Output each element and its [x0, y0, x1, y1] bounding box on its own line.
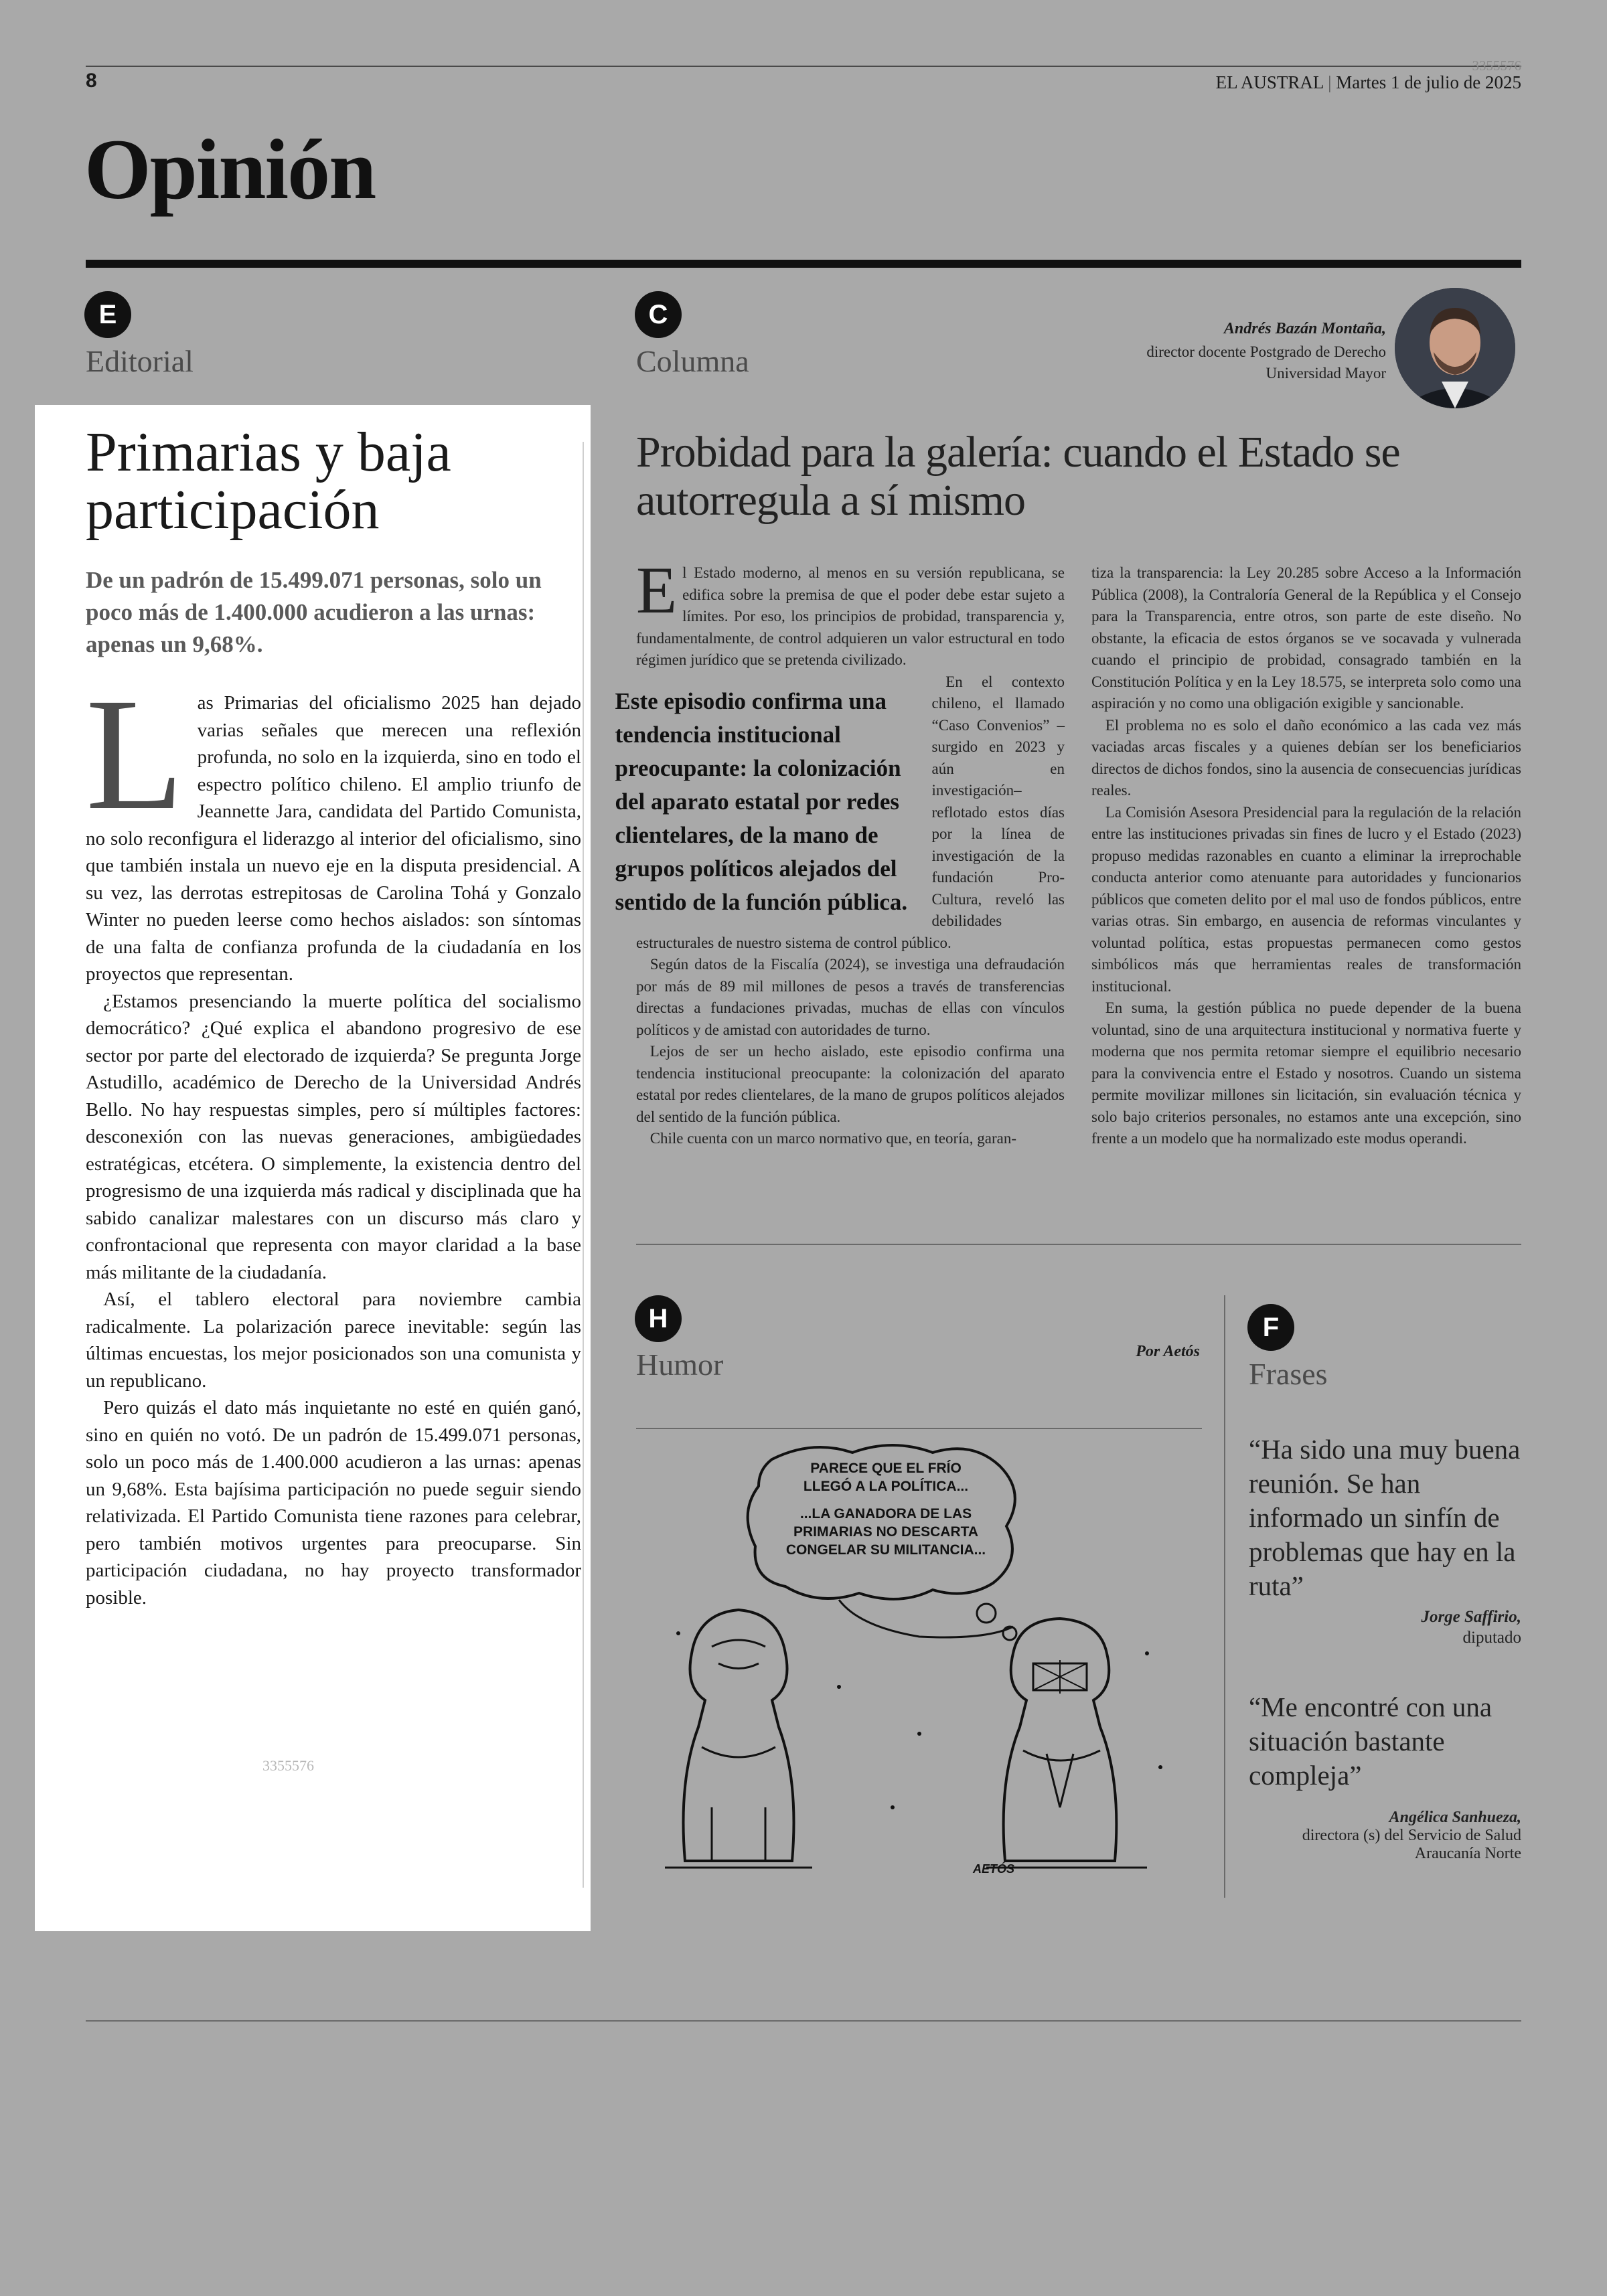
editorial-paragraph: as Primarias del oficialismo 2025 han dejado varias señales que merecen una reflexión profunda, no solo en la izquierda, sino en todo el espectro político chileno. El amplio triunfo de Jeannette Jara, candidata del Partido Comunista, no solo reconfigura el liderazgo al interior del oficialismo, sino que también instala un nuevo eje en la disputa presidencial. A su vez, las derrotas estrepitosas de Carolina Tohá y Gonzalo Winter no pueden leerse como hechos aislados: son síntomas de una falta de confianza profunda de la ciudadanía en los proyectos que representan. [86, 692, 581, 985]
column-pullquote: Este episodio confirma una tendencia institucional preocupante: la colonización del aparato estatal por redes clientelares, de la mano de grupos políticos alejados del sentido de la función pública. [615, 687, 908, 915]
cartoon-speech-1: PARECE QUE EL FRÍO LLEGÓ A LA POLÍTICA... [803, 1461, 969, 1494]
column-dropcap: E [636, 553, 678, 627]
frases-quote-2: “Me encontré con una situación bastante compleja” [1249, 1692, 1493, 1791]
column-author-role: director docente Postgrado de Derecho Universidad Mayor [1146, 343, 1386, 382]
cartoon-drawing-icon [638, 1432, 1201, 1901]
column-paragraph: En suma, la gestión pública no puede depender de la buena voluntad, sino de una arquitectura institucional y normativa fuerte y moderna que nos permita retomar siempre el equilibrio necesario para la convivencia entre el Estado y nosotros. Cuando un sistema permite movilizar millones sin licitación, sin evaluación técnica y solo bajo criterios personales, no estamos ante una excepción, sino frente a un modelo que ha normalizado este modus operandi. [1091, 999, 1521, 1147]
frases-label: Frases [1249, 1357, 1328, 1391]
page-number: 8 [86, 70, 97, 92]
column-paragraph: El problema no es solo el daño económico a las cada vez más vaciadas arcas fiscales y a quienes debían ser los beneficiarios directos de dichos fondos, sino la ausencia de consecuencias jurídicas reales. [1091, 716, 1521, 799]
column-author-name: Andrés Bazán Montaña, [1223, 320, 1386, 337]
column-paragraph: l Estado moderno, al menos en su versión republicana, se edifica sobre la premisa de que el poder debe estar sujeto a límites. Por eso, los principios de probidad, transparencia y, fundamentalmente, de control adquieren un valor estructural en todo régimen jurídico que se pretenda civilizado. [636, 564, 1065, 668]
column-bottom-rule [636, 1244, 1521, 1245]
editorial-headline: Primarias y baja participación [86, 421, 451, 541]
column-paragraph: Lejos de ser un hecho aislado, este episodio confirma una tendencia institucional preocupante: la colonización del aparato estatal por redes clientelares, de la mano de grupos políticos alejados del sentido de la función pública. [636, 1043, 1065, 1125]
header-rule [86, 66, 1521, 67]
humor-frases-divider [1224, 1295, 1225, 1898]
editorial-paragraph: ¿Estamos presenciando la muerte política del socialismo democrático? ¿Qué explica el abandono progresivo de ese sector por parte del electorado de izquierda? Se pregunta Jorge Astudillo, académico de Derecho de la Universidad Andrés Bello. No hay respuestas simples, pero sí múltiples factores: desconexión con las nuevas generaciones, ambigüedades estratégicas, etcétera. O simplemente, la existencia dentro del progresismo de una izquierda más radical y disciplinada que ha sabido canalizar malestares con un discurso más claro y confrontacional que representa con mayor claridad a la base más militante de la ciudadanía. [86, 990, 581, 1283]
editorial-label: Editorial [86, 344, 194, 378]
column-paragraph: Chile cuenta con un marco normativo que, en teoría, garan- [649, 1130, 1017, 1147]
frases-cite-1 [1249, 1607, 1521, 1648]
editorial-lead: De un padrón de 15.499.071 personas, solo un poco más de 1.400.000 acudieron a las urnas: apenas un 9,68%. [86, 567, 542, 657]
frases-badge: F [1247, 1304, 1294, 1351]
column-paragraph: Según datos de la Fiscalía (2024), se investiga una defraudación por más de 89 mil millones de pesos a través de transferencias directas a fundaciones privadas, muchas de ellas con vínculos políticos y de amistad con autoridades de turno. [636, 956, 1065, 1038]
column-badge: C [635, 291, 682, 338]
quote-1-author: Jorge Saffirio, [1421, 1608, 1521, 1626]
column-text-left [615, 553, 1065, 1150]
newspaper-dateline: EL AUSTRAL | Martes 1 de julio de 2025 [1215, 72, 1521, 92]
section-title: Opinión [84, 122, 376, 217]
cartoon-speech-2: ...LA GANADORA DE LAS PRIMARIAS NO DESCARTA CONGELAR SU MILITANCIA... [785, 1506, 986, 1558]
author-photo [1395, 288, 1515, 408]
editorial-badge: E [84, 291, 131, 338]
quote-1-role: diputado [1462, 1629, 1521, 1647]
column-paragraph: tiza la transparencia: la Ley 20.285 sobre Acceso a la Información Pública (2008), la Contraloría General de la República y el Consejo para la Transparencia, entre otros, son parte de este diseño. No obstante, la eficacia de estos órganos se ve socavada y vulnerada cuando el principio de probidad, consagrado también en la Constitución Política y en la Ley 18.575, se interpreta solo como una aspiración y no como una obligación exigible y sancionable. [1091, 564, 1521, 712]
header-code: 3355576 [1472, 58, 1521, 74]
humor-label: Humor [636, 1347, 724, 1382]
humor-author: Por Aetós [1136, 1343, 1200, 1360]
column-label: Columna [636, 344, 749, 378]
quote-2-author: Angélica Sanhueza, [1389, 1809, 1521, 1826]
column-headline: Probidad para la galería: cuando el Estado se autorregula a sí mismo [636, 428, 1400, 525]
editorial-dropcap: L [86, 665, 184, 843]
cartoon-signature: AETÓS [973, 1862, 1015, 1876]
editorial-paragraph: Pero quizás el dato más inquietante no esté en quién ganó, sino en quién no votó. De un padrón de 15.499.071 personas, solo un poco más de 1.400.000 acudieron a las urnas: apenas un 9,68%. Esta bajísima participación no puede seguir siendo relativizada. El Partido Comunista tiene razones para celebrar, pero también motivos urgentes para preocuparse. Sin participación ciudadana, no hay proyecto transformador posible. [86, 1397, 581, 1609]
column-paragraph: La Comisión Asesora Presidencial para la regulación de la relación entre las instituciones privadas sin fines de lucro y el Estado (2023) propuso medidas razonables en cuanto a eliminar la irreprochable conducta anterior como atenuante para autoridades y funcionarios públicos que cometen delito por el mal uso de fondos públicos, entre varias otras. Sin embargo, en ausencia de reformas vinculantes y voluntad política, estas propuestas permanecen como gestos simbólicos más que herramientas reales de transformación institucional. [1091, 803, 1521, 995]
humor-rule [636, 1428, 1202, 1429]
editorial-watermark: 3355576 [262, 1757, 314, 1774]
editorial-panel [35, 405, 591, 1931]
editorial-inner-rule [583, 442, 584, 1888]
bottom-rule [86, 2020, 1521, 2022]
quote-2-role: directora (s) del Servicio de Salud Araucanía Norte [1302, 1827, 1521, 1862]
issue-date: Martes 1 de julio de 2025 [1336, 72, 1521, 92]
column-paragraph: En el contexto chileno, el llamado “Caso Convenios” –surgido en 2023 y aún en investigación– reflotado estos días por la línea de investigación de la fundación Pro-Cultura, reveló las debilidades estructurales de nuestro sistema de control público. [636, 673, 1065, 951]
humor-badge: H [635, 1295, 682, 1342]
newspaper-name: EL AUSTRAL [1215, 72, 1324, 92]
cartoon [638, 1432, 1201, 1901]
column-text-right [1091, 562, 1521, 1150]
editorial-body [86, 665, 581, 1611]
editorial-paragraph: Así, el tablero electoral para noviembre cambia radicalmente. La polarización parece inevitable: según las últimas encuestas, los mejor posicionados son una comunista y un republicano. [86, 1289, 581, 1392]
frases-cite-2 [1249, 1809, 1521, 1863]
author-portrait-icon [1395, 288, 1515, 408]
section-rule [86, 260, 1521, 268]
frases-quote-1: “Ha sido una muy buena reunión. Se han informado un sinfín de problemas que hay en la ruta” [1249, 1434, 1521, 1601]
